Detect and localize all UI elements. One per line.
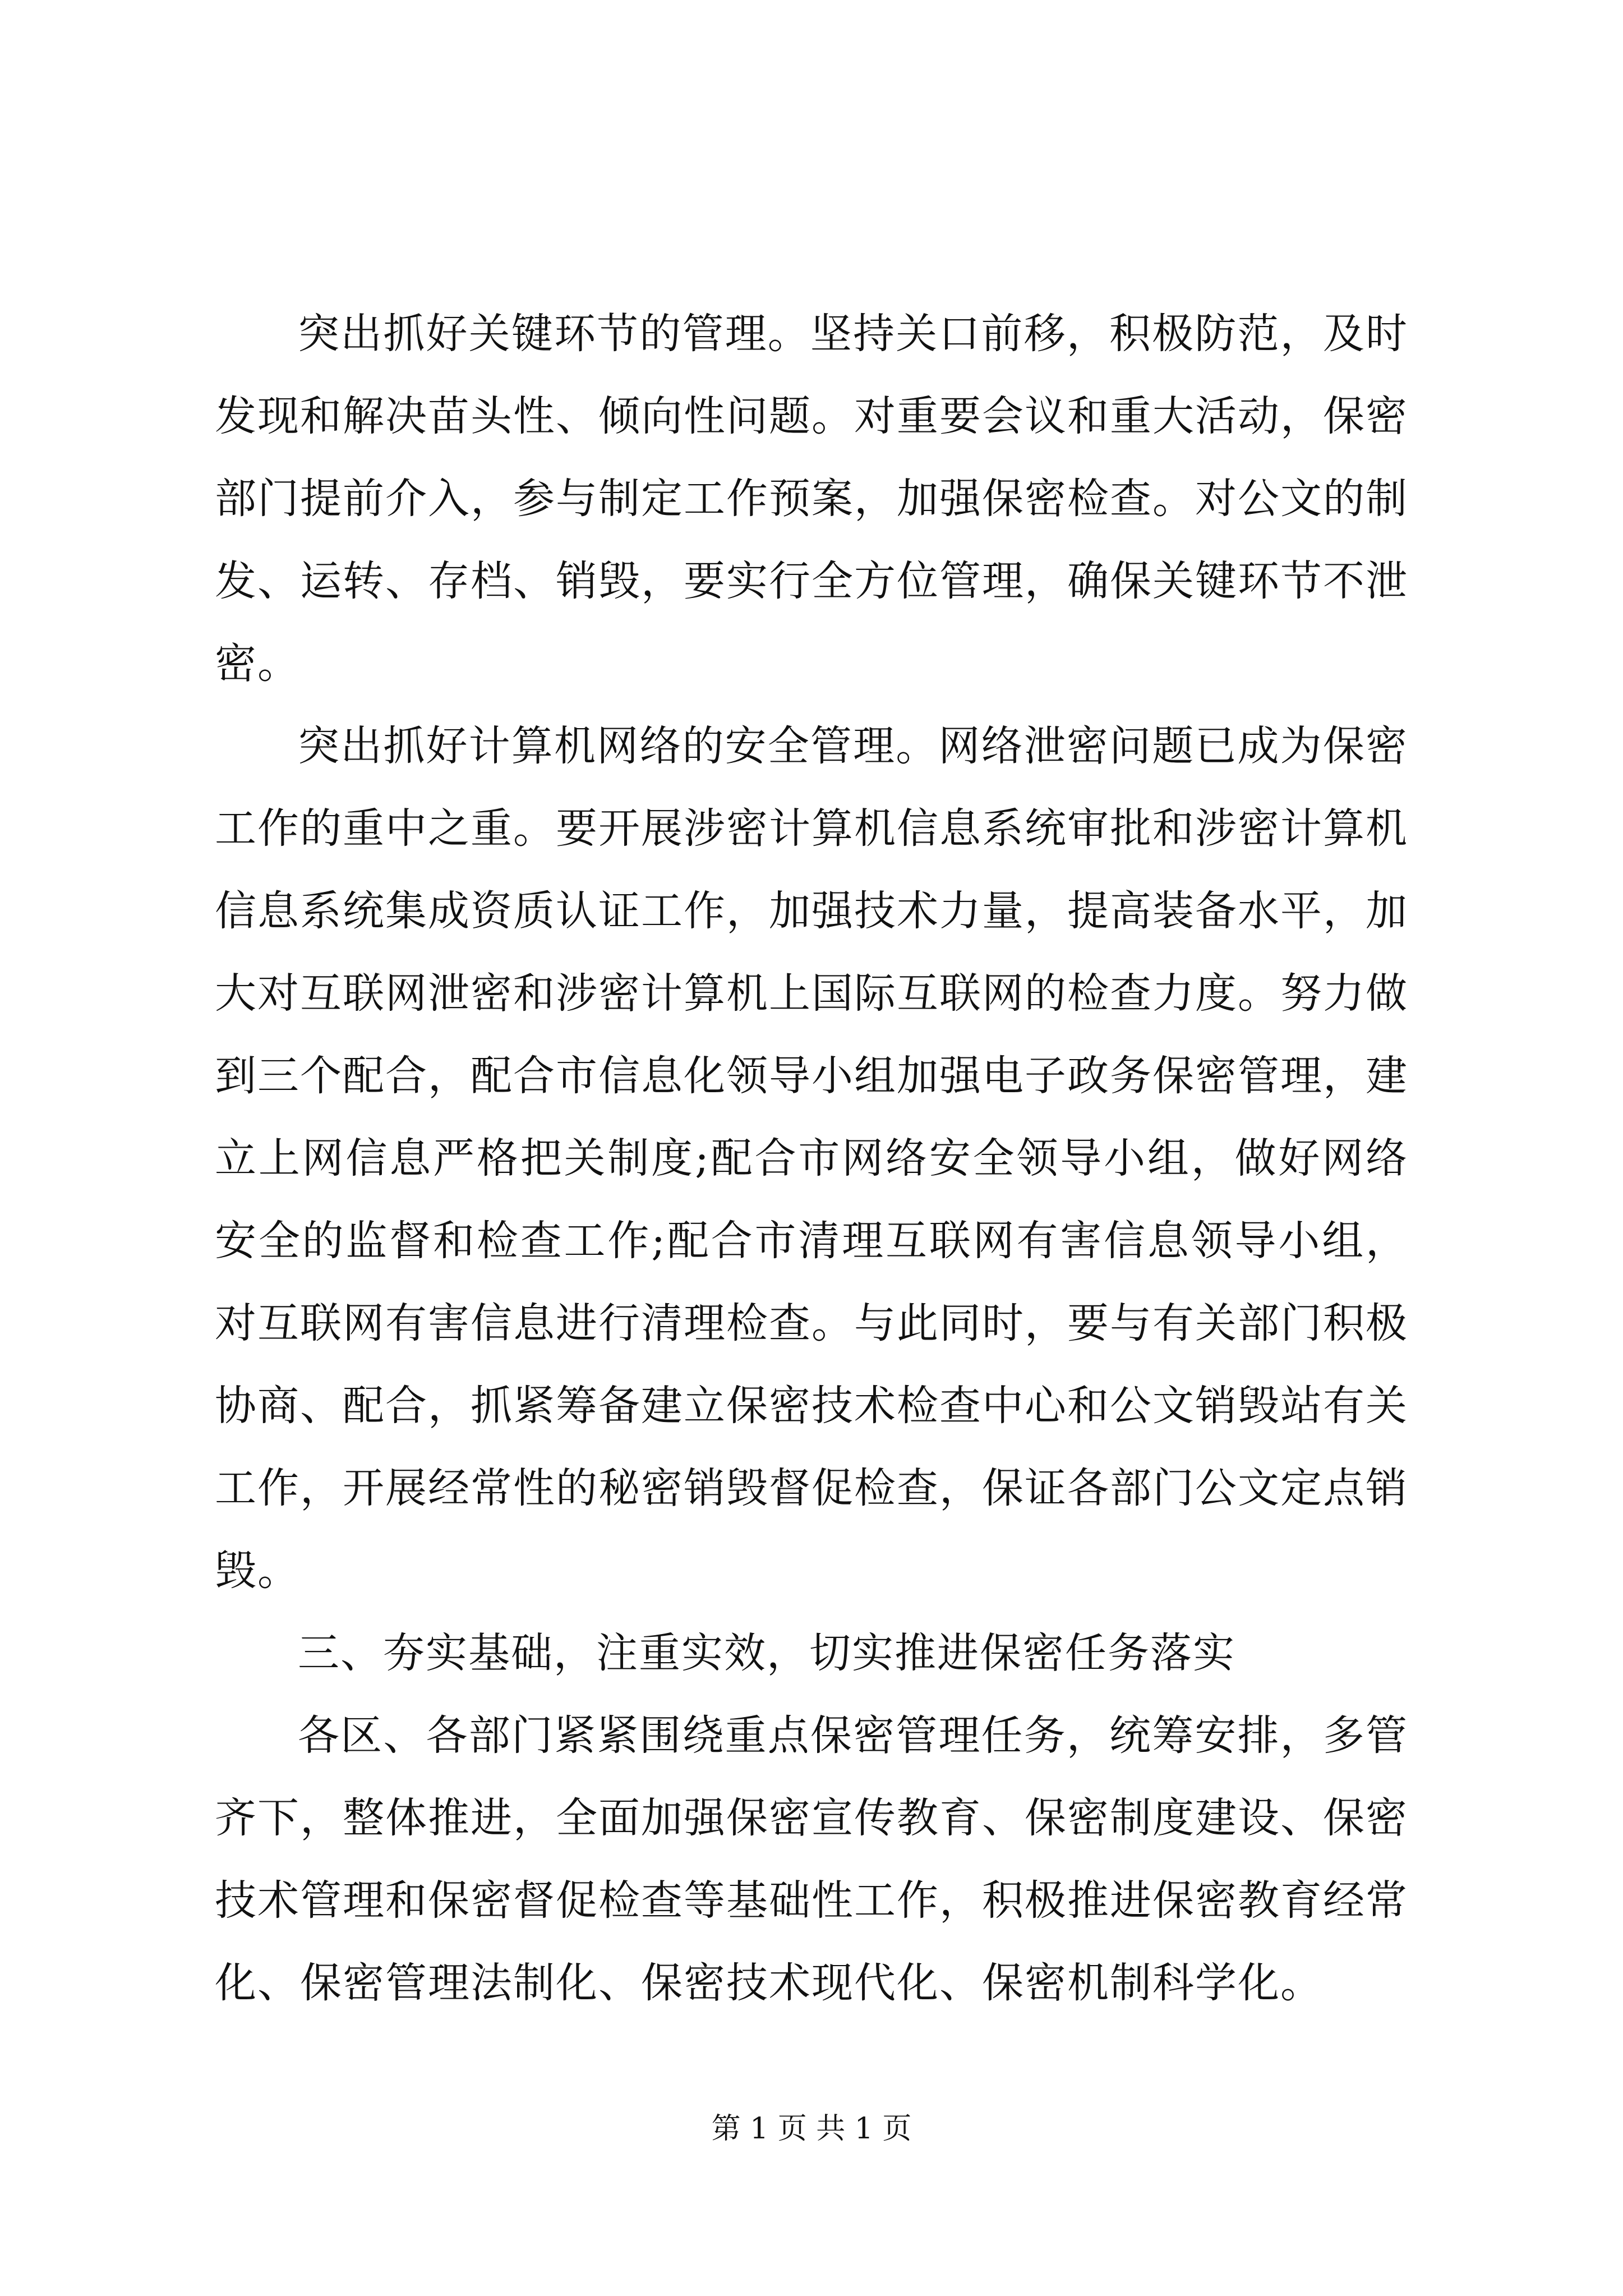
page-footer: 第 1 页 共 1 页 <box>711 2112 912 2146</box>
paragraph-key-links-management: 突出抓好关键环节的管理。坚持关口前移，积极防范，及时发现和解决苗头性、倾向性问题。对重要会议和重大活动，保密部门提前介入，参与制定工作预案，加强保密检查。对公文的制发、运转、存档、销毁，要实行全方位管理，确保关键环节不泄密。 <box>215 310 1408 688</box>
paragraph-network-security: 突出抓好计算机网络的安全管理。网络泄密问题已成为保密工作的重中之重。要开展涉密计算机信息系统审批和涉密计算机信息系统集成资质认证工作，加强技术力量，提高装备水平，加大对互联网泄密和涉密计算机上国际互联网的检查力度。努力做到三个配合，配合市信息化领导小组加强电子政务保密管理，建立上网信息严格把关制度;配合市网络安全领导小组，做好网络安全的监督和检查工作;配合市清理互联网有害信息领导小组，对互联网有害信息进行清理检查。与此同时，要与有关部门积极协商、配合，抓紧筹备建立保密技术检查中心和公文销毁站有关工作，开展经常性的秘密销毁督促检查，保证各部门公文定点销毁。 <box>215 722 1408 1595</box>
document-body <box>215 293 1408 2024</box>
section-heading-3: 三、夯实基础，注重实效，切实推进保密任务落实 <box>298 1629 1235 1677</box>
paragraph-basic-work: 各区、各部门紧紧围绕重点保密管理任务，统筹安排，多管齐下，整体推进，全面加强保密宣传教育、保密制度建设、保密技术管理和保密督促检查等基础性工作，积极推进保密教育经常化、保密管理法制化、保密技术现代化、保密机制科学化。 <box>215 1711 1408 2007</box>
